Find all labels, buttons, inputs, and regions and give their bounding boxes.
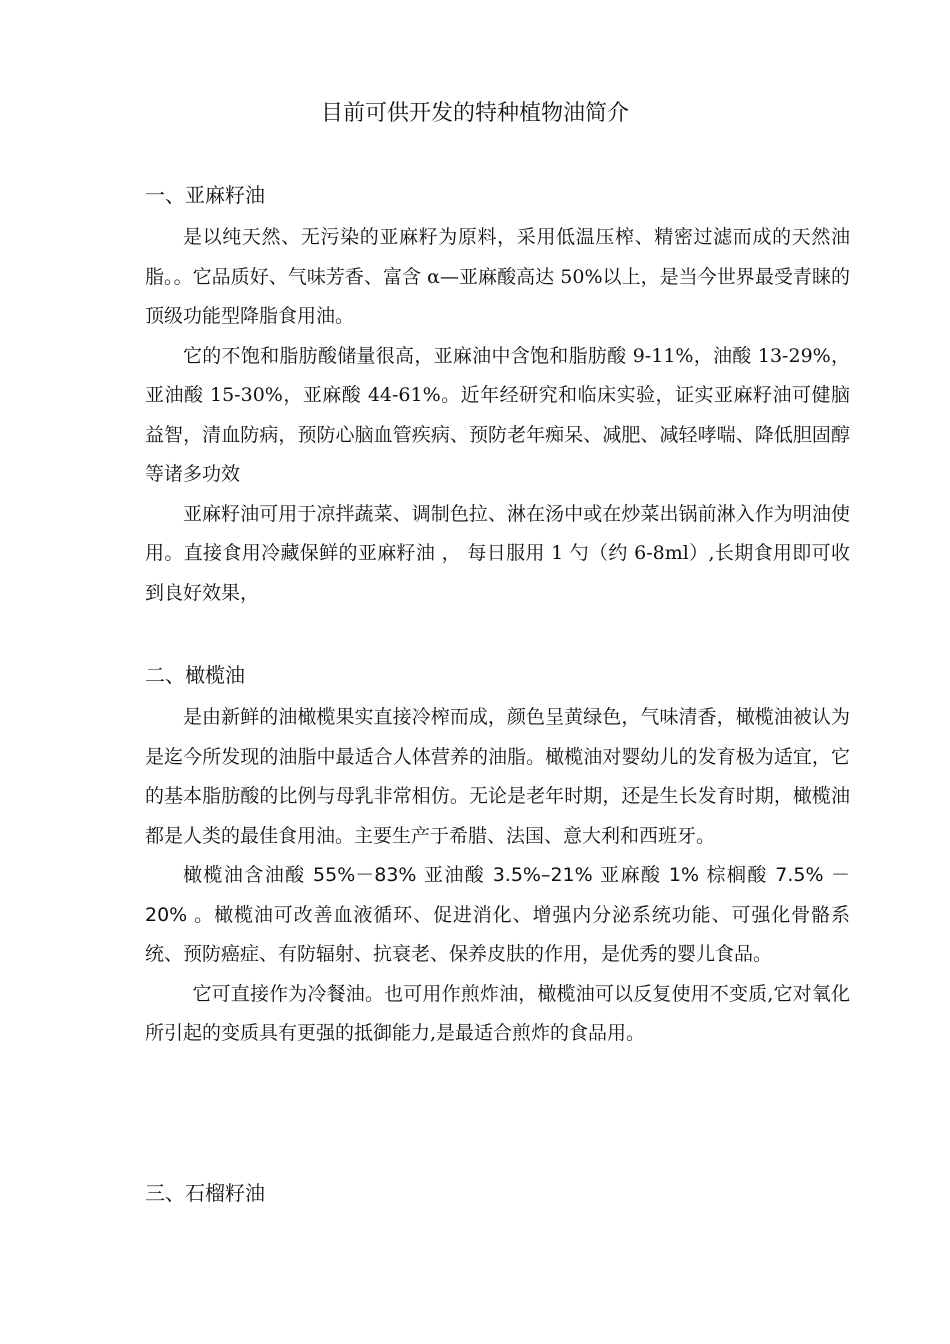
section-pomegranate-seed-oil — [145, 1178, 850, 1216]
section-heading: 二、橄榄油 — [145, 663, 245, 687]
paragraph: 是由新鲜的油橄榄果实直接冷榨而成，颜色呈黄绿色，气味清香，橄榄油被认为是迄今所发现的油脂中最适合人体营养的油脂。橄榄油对婴幼儿的发育极为适宜，它的基本脂肪酸的比例与母乳非常相仿。无论是老年时期，还是生长发育时期，橄榄油都是人类的最佳食用油。主要生产于希腊、法国、意大利和西班牙。 — [145, 706, 850, 847]
section-heading: 一、亚麻籽油 — [145, 183, 265, 207]
paragraph: 它可直接作为冷餐油。也可用作煎炸油，橄榄油可以反复使用不变质,它对氧化所引起的变质具有更强的抵御能力,是最适合煎炸的食品用。 — [145, 982, 850, 1044]
section-heading: 三、石榴籽油 — [145, 1181, 265, 1205]
paragraph: 橄榄油含油酸 55%－83% 亚油酸 3.5%–21% 亚麻酸 1% 棕榈酸 7.5% － 20% 。橄榄油可改善血液循环、促进消化、增强内分泌系统功能、可强化骨骼系统、预防癌症、有防辐射、抗衰老、保养皮肤的作用，是优秀的婴儿食品。 — [145, 864, 850, 965]
paragraph: 亚麻籽油可用于凉拌蔬菜、调制色拉、淋在汤中或在炒菜出锅前淋入作为明油使用。直接食用冷藏保鲜的亚麻籽油 ， 每日服用 1 勺（约 6-8ml）,长期食用即可收到良好效果， — [145, 502, 850, 604]
paragraph: 它的不饱和脂肪酸储量很高，亚麻油中含饱和脂肪酸 9-11%，油酸 13-29%，亚油酸 15-30%，亚麻酸 44-61%。近年经研究和临床实验，证实亚麻籽油可健脑益智，清血防病，预防心脑血管疾病、预防老年痴呆、减肥、减轻哮喘、降低胆固醇等诸多功效 — [145, 344, 850, 485]
section-flaxseed-oil — [145, 180, 850, 613]
section-olive-oil — [145, 660, 850, 1054]
paragraph: 是以纯天然、无污染的亚麻籽为原料，采用低温压榨、精密过滤而成的天然油脂。。它品质好、气味芳香、富含 α—亚麻酸高达 50%以上，是当今世界最受青睐的顶级功能型降脂食用油。 — [145, 226, 850, 327]
document-title: 目前可供开发的特种植物油简介 — [320, 101, 629, 126]
